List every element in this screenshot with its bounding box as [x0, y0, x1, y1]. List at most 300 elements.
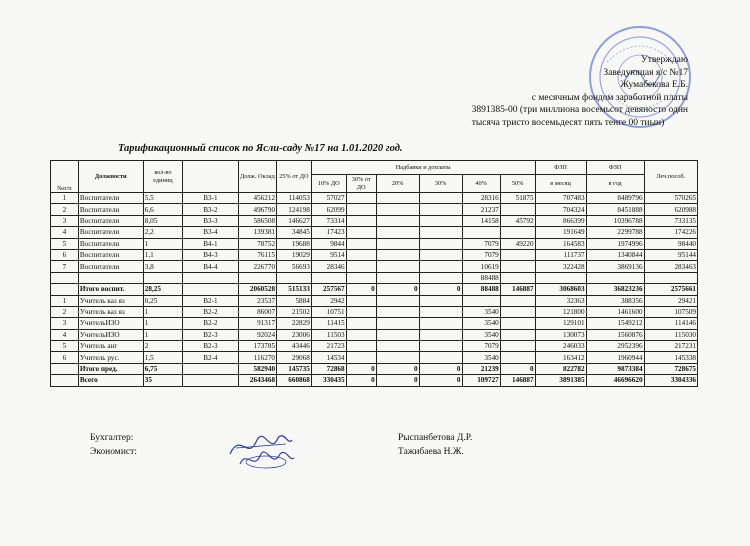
cell-salary: 586508: [238, 215, 276, 226]
cell-a20: [376, 193, 419, 204]
cell-a30b: [419, 306, 462, 317]
cell-salary: 2060528: [238, 284, 276, 295]
cell-fzp-year: 46696620: [586, 375, 644, 386]
cell-a30b: [419, 352, 462, 363]
tariff-table: [50, 160, 698, 387]
cell-grade: В4-1: [183, 238, 239, 249]
cell-salary: 496790: [238, 204, 276, 215]
cell-pct25: 34845: [277, 227, 312, 238]
header-units: кол-во единиц: [143, 161, 182, 193]
cell-health: 728675: [644, 363, 697, 374]
cell-a30: 0: [346, 363, 376, 374]
cell-pct25: 19688: [277, 238, 312, 249]
table-row: [51, 363, 698, 374]
cell-position: Учитель каз яз: [78, 306, 143, 317]
cell-grade: В3-4: [183, 227, 239, 238]
table-row: [51, 272, 698, 283]
cell-a40: 3540: [462, 352, 500, 363]
cell-a50: [500, 272, 535, 283]
cell-a10: 11503: [311, 329, 346, 340]
cell-health: [644, 272, 697, 283]
cell-a30: [346, 352, 376, 363]
signature-mark-2: [236, 446, 296, 474]
cell-a30: [346, 238, 376, 249]
cell-a30b: 0: [419, 363, 462, 374]
cell-a40: 7079: [462, 341, 500, 352]
cell-units: 1,5: [143, 352, 182, 363]
cell-fzp-month: 191649: [535, 227, 586, 238]
cell-fzp-month: 111737: [535, 249, 586, 260]
cell-position: Учитель рус.: [78, 352, 143, 363]
cell-a20: 0: [376, 375, 419, 386]
cell-a10: 330435: [311, 375, 346, 386]
table-row: [51, 341, 698, 352]
cell-fzp-year: 1560876: [586, 329, 644, 340]
table-row: [51, 204, 698, 215]
cell-grade: В2-1: [183, 295, 239, 306]
table-row: [51, 306, 698, 317]
cell-a50: [500, 306, 535, 317]
header-sub-30b: 30%: [419, 175, 462, 193]
cell-position: Учитель анг: [78, 341, 143, 352]
cell-fzp-year: 10396788: [586, 215, 644, 226]
cell-health: 95144: [644, 249, 697, 260]
cell-a20: 0: [376, 284, 419, 295]
cell-a50: [500, 227, 535, 238]
cell-a30b: [419, 238, 462, 249]
cell-num: 2: [51, 306, 79, 317]
cell-salary: 23537: [238, 295, 276, 306]
cell-health: 570265: [644, 193, 697, 204]
cell-a30: [346, 204, 376, 215]
cell-fzp-month: 3891385: [535, 375, 586, 386]
cell-fzp-year: 1974996: [586, 238, 644, 249]
cell-position: Итого пред.: [78, 363, 143, 374]
cell-a30: [346, 193, 376, 204]
cell-salary: 86007: [238, 306, 276, 317]
cell-fzp-month: 246033: [535, 341, 586, 352]
accountant-name: Рыспанбетова Д.Р.: [398, 433, 473, 443]
cell-pct25: 145735: [277, 363, 312, 374]
cell-health: 2575661: [644, 284, 697, 295]
cell-a20: [376, 272, 419, 283]
cell-pct25: 5884: [277, 295, 312, 306]
cell-units: 6,6: [143, 204, 182, 215]
cell-units: 1,1: [143, 249, 182, 260]
cell-salary: [238, 272, 276, 283]
cell-a30b: [419, 227, 462, 238]
cell-num: [51, 363, 79, 374]
cell-a30b: [419, 341, 462, 352]
cell-units: 6,75: [143, 363, 182, 374]
cell-grade: В2-4: [183, 352, 239, 363]
cell-units: 8,05: [143, 215, 182, 226]
cell-a20: [376, 341, 419, 352]
cell-fzp-month: 822782: [535, 363, 586, 374]
header-position: Должности: [78, 161, 143, 193]
cell-pct25: 29068: [277, 352, 312, 363]
cell-num: 4: [51, 329, 79, 340]
cell-num: [51, 272, 79, 283]
cell-health: 620988: [644, 204, 697, 215]
cell-position: Воспитатели: [78, 261, 143, 272]
cell-position: Учитель каз яз: [78, 295, 143, 306]
cell-a50: [500, 261, 535, 272]
cell-a40: 109727: [462, 375, 500, 386]
cell-a20: [376, 249, 419, 260]
cell-health: 115030: [644, 329, 697, 340]
cell-position: [78, 272, 143, 283]
economist-label: Экономист:: [90, 447, 137, 457]
cell-a50: [500, 329, 535, 340]
cell-a10: 257567: [311, 284, 346, 295]
cell-grade: [183, 284, 239, 295]
cell-pct25: [277, 272, 312, 283]
cell-grade: В2-3: [183, 341, 239, 352]
cell-salary: 2643468: [238, 375, 276, 386]
cell-fzp-month: 163412: [535, 352, 586, 363]
cell-fzp-year: 8451888: [586, 204, 644, 215]
cell-pct25: 19029: [277, 249, 312, 260]
cell-a20: [376, 204, 419, 215]
cell-a30b: 0: [419, 284, 462, 295]
cell-a40: 21239: [462, 363, 500, 374]
header-fzp-year: ФЗП: [586, 161, 644, 175]
cell-salary: 582940: [238, 363, 276, 374]
table-row: [51, 329, 698, 340]
cell-health: 217231: [644, 341, 697, 352]
cell-num: 6: [51, 352, 79, 363]
cell-a10: 14534: [311, 352, 346, 363]
cell-a30: [346, 295, 376, 306]
cell-fzp-month: 121800: [535, 306, 586, 317]
header-health: Леч.пособ.: [644, 161, 697, 193]
cell-a40: 3540: [462, 329, 500, 340]
cell-units: [143, 272, 182, 283]
table-row: [51, 215, 698, 226]
cell-a10: 11415: [311, 318, 346, 329]
cell-a20: [376, 295, 419, 306]
cell-grade: В3-3: [183, 215, 239, 226]
cell-health: 733135: [644, 215, 697, 226]
cell-a40: 28316: [462, 193, 500, 204]
cell-salary: 456212: [238, 193, 276, 204]
cell-salary: 76115: [238, 249, 276, 260]
cell-a50: [500, 352, 535, 363]
cell-health: 107509: [644, 306, 697, 317]
cell-units: 35: [143, 375, 182, 386]
table-row: [51, 261, 698, 272]
approval-line-6: тысяча тристо восемьдесят пять тенге 00 тиын): [471, 117, 665, 128]
approval-line-3: Жумабекова Е.Б.: [620, 80, 688, 90]
cell-position: Воспитатели: [78, 249, 143, 260]
cell-salary: 91317: [238, 318, 276, 329]
cell-pct25: 660868: [277, 375, 312, 386]
cell-salary: 173785: [238, 341, 276, 352]
cell-a50: 146887: [500, 284, 535, 295]
cell-pct25: 146627: [277, 215, 312, 226]
cell-a30: [346, 306, 376, 317]
cell-a50: [500, 341, 535, 352]
cell-units: 2: [143, 341, 182, 352]
cell-position: УчительИЗО: [78, 329, 143, 340]
cell-a20: [376, 215, 419, 226]
cell-fzp-year: 2952396: [586, 341, 644, 352]
cell-units: 2,2: [143, 227, 182, 238]
header-fzp-month: ФЗП: [535, 161, 586, 175]
cell-units: 1: [143, 318, 182, 329]
approval-line-4: с месячным фондом заработной платы: [531, 92, 688, 103]
cell-a10: 57027: [311, 193, 346, 204]
cell-num: 3: [51, 318, 79, 329]
cell-a30: [346, 227, 376, 238]
cell-a50: [500, 295, 535, 306]
cell-num: 1: [51, 193, 79, 204]
cell-a40: 21237: [462, 204, 500, 215]
cell-a40: 14158: [462, 215, 500, 226]
cell-a40: 3540: [462, 318, 500, 329]
cell-a20: [376, 261, 419, 272]
cell-a30: [346, 318, 376, 329]
cell-a50: [500, 204, 535, 215]
cell-salary: 116270: [238, 352, 276, 363]
cell-a20: [376, 306, 419, 317]
cell-a10: 73314: [311, 215, 346, 226]
cell-fzp-year: 3869136: [586, 261, 644, 272]
cell-units: 28,25: [143, 284, 182, 295]
cell-a30b: [419, 193, 462, 204]
cell-fzp-year: 1461600: [586, 306, 644, 317]
cell-position: Воспитатели: [78, 193, 143, 204]
cell-a50: 45792: [500, 215, 535, 226]
cell-fzp-month: 704324: [535, 204, 586, 215]
cell-pct25: 43446: [277, 341, 312, 352]
cell-num: 1: [51, 295, 79, 306]
cell-salary: 78752: [238, 238, 276, 249]
cell-position: Итого воспит.: [78, 284, 143, 295]
cell-fzp-month: 164583: [535, 238, 586, 249]
cell-a40: 10619: [462, 261, 500, 272]
cell-a20: 0: [376, 363, 419, 374]
cell-a30b: [419, 204, 462, 215]
cell-a30: 0: [346, 375, 376, 386]
cell-num: 5: [51, 238, 79, 249]
cell-fzp-month: 129101: [535, 318, 586, 329]
cell-fzp-year: 1960944: [586, 352, 644, 363]
cell-a30: [346, 261, 376, 272]
header-sub-50: 50%: [500, 175, 535, 193]
cell-fzp-month: 322428: [535, 261, 586, 272]
table-row: [51, 249, 698, 260]
table-row: [51, 284, 698, 295]
approval-line-5: 3891385-00 (три миллиона восемьсот девяносто один: [471, 105, 688, 115]
cell-units: 1: [143, 306, 182, 317]
cell-fzp-year: 8489796: [586, 193, 644, 204]
cell-pct25: 515133: [277, 284, 312, 295]
cell-position: Воспитатели: [78, 238, 143, 249]
cell-a50: 49220: [500, 238, 535, 249]
cell-a40: [462, 295, 500, 306]
cell-grade: В3-2: [183, 204, 239, 215]
cell-a10: 62099: [311, 204, 346, 215]
cell-a30b: 0: [419, 375, 462, 386]
cell-a10: 2942: [311, 295, 346, 306]
cell-pct25: 23006: [277, 329, 312, 340]
cell-a30b: [419, 261, 462, 272]
cell-a30: 0: [346, 284, 376, 295]
cell-num: 6: [51, 249, 79, 260]
cell-a10: 9514: [311, 249, 346, 260]
cell-a50: [500, 249, 535, 260]
table-row: [51, 193, 698, 204]
cell-salary: 139381: [238, 227, 276, 238]
table-row: [51, 375, 698, 386]
cell-a40: 88488: [462, 272, 500, 283]
cell-health: 29421: [644, 295, 697, 306]
cell-fzp-year: 2299788: [586, 227, 644, 238]
header-allowances: Надбавки и доплаты: [311, 161, 535, 175]
cell-num: 5: [51, 341, 79, 352]
cell-units: 1: [143, 329, 182, 340]
accountant-label: Бухгалтер:: [90, 433, 134, 443]
cell-a30: [346, 272, 376, 283]
cell-grade: В4-4: [183, 261, 239, 272]
cell-health: 174226: [644, 227, 697, 238]
header-sub-20: 20%: [376, 175, 419, 193]
cell-health: 98440: [644, 238, 697, 249]
cell-a30b: [419, 318, 462, 329]
header-num: №п/п: [51, 161, 79, 193]
cell-num: 3: [51, 215, 79, 226]
header-grade: [183, 161, 239, 193]
cell-grade: [183, 363, 239, 374]
table-body: [51, 193, 698, 387]
cell-units: 1: [143, 238, 182, 249]
header-pct25: 25% от ДО: [277, 161, 312, 193]
cell-a50: 51875: [500, 193, 535, 204]
cell-a30: [346, 341, 376, 352]
cell-pct25: 22829: [277, 318, 312, 329]
table-row: [51, 318, 698, 329]
cell-fzp-year: [586, 272, 644, 283]
cell-pct25: 124198: [277, 204, 312, 215]
cell-a50: [500, 318, 535, 329]
cell-a30b: [419, 272, 462, 283]
header-sub-month: в месяц: [535, 175, 586, 193]
cell-a10: [311, 272, 346, 283]
cell-health: 283463: [644, 261, 697, 272]
cell-fzp-year: 1549212: [586, 318, 644, 329]
cell-a50: 0: [500, 363, 535, 374]
cell-pct25: 56693: [277, 261, 312, 272]
cell-health: 114146: [644, 318, 697, 329]
cell-a10: 21723: [311, 341, 346, 352]
cell-a10: 9844: [311, 238, 346, 249]
cell-salary: 226770: [238, 261, 276, 272]
cell-a20: [376, 318, 419, 329]
cell-position: Воспитатели: [78, 227, 143, 238]
header-sub-40: 40%: [462, 175, 500, 193]
cell-a20: [376, 329, 419, 340]
cell-fzp-month: 866399: [535, 215, 586, 226]
cell-a30b: [419, 249, 462, 260]
cell-a30: [346, 329, 376, 340]
cell-a10: 28346: [311, 261, 346, 272]
header-sub-year: в год: [586, 175, 644, 193]
cell-a40: 3540: [462, 306, 500, 317]
cell-grade: В2-2: [183, 306, 239, 317]
cell-position: Воспитатели: [78, 204, 143, 215]
cell-a10: 17423: [311, 227, 346, 238]
cell-a10: 72868: [311, 363, 346, 374]
cell-num: [51, 284, 79, 295]
cell-fzp-month: 707483: [535, 193, 586, 204]
cell-grade: В3-1: [183, 193, 239, 204]
cell-a30b: [419, 329, 462, 340]
cell-a40: [462, 227, 500, 238]
cell-fzp-year: 9873384: [586, 363, 644, 374]
cell-a30b: [419, 295, 462, 306]
cell-position: Всего: [78, 375, 143, 386]
cell-grade: В2-2: [183, 318, 239, 329]
cell-num: 7: [51, 261, 79, 272]
cell-pct25: 21502: [277, 306, 312, 317]
cell-grade: В4-3: [183, 249, 239, 260]
cell-a40: 7079: [462, 238, 500, 249]
cell-salary: 92024: [238, 329, 276, 340]
cell-a30: [346, 215, 376, 226]
cell-grade: [183, 375, 239, 386]
cell-fzp-month: 130073: [535, 329, 586, 340]
cell-a20: [376, 352, 419, 363]
header-sub-30: 30% от ДО: [346, 175, 376, 193]
cell-fzp-month: 3068603: [535, 284, 586, 295]
cell-num: 2: [51, 204, 79, 215]
cell-health: 145338: [644, 352, 697, 363]
table-row: [51, 352, 698, 363]
cell-grade: В2-3: [183, 329, 239, 340]
header-salary: Долж. Оклад: [238, 161, 276, 193]
document-title: Тарификационный список по Ясли-саду №17 на 1.01.2020 год.: [118, 143, 403, 154]
cell-fzp-year: 36823236: [586, 284, 644, 295]
cell-a20: [376, 238, 419, 249]
cell-units: 5,5: [143, 193, 182, 204]
cell-a40: 88488: [462, 284, 500, 295]
cell-a10: 10751: [311, 306, 346, 317]
cell-fzp-month: [535, 272, 586, 283]
cell-a20: [376, 227, 419, 238]
cell-a40: 7079: [462, 249, 500, 260]
table-row: [51, 295, 698, 306]
economist-name: Тажибаева Н.Ж.: [398, 447, 464, 457]
cell-grade: [183, 272, 239, 283]
cell-num: [51, 375, 79, 386]
cell-units: 3,8: [143, 261, 182, 272]
cell-units: 0,25: [143, 295, 182, 306]
header-sub-10: 10% ДО: [311, 175, 346, 193]
cell-pct25: 114053: [277, 193, 312, 204]
cell-position: Воспитатели: [78, 215, 143, 226]
cell-position: УчительИЗО: [78, 318, 143, 329]
cell-fzp-year: 388356: [586, 295, 644, 306]
cell-a50: 146887: [500, 375, 535, 386]
cell-fzp-month: 32363: [535, 295, 586, 306]
table-row: [51, 238, 698, 249]
approval-line-1: Утверждаю: [641, 55, 688, 65]
approval-block: [408, 54, 688, 129]
approval-line-2: Заведующая я/с №17: [603, 67, 688, 78]
table-row: [51, 227, 698, 238]
